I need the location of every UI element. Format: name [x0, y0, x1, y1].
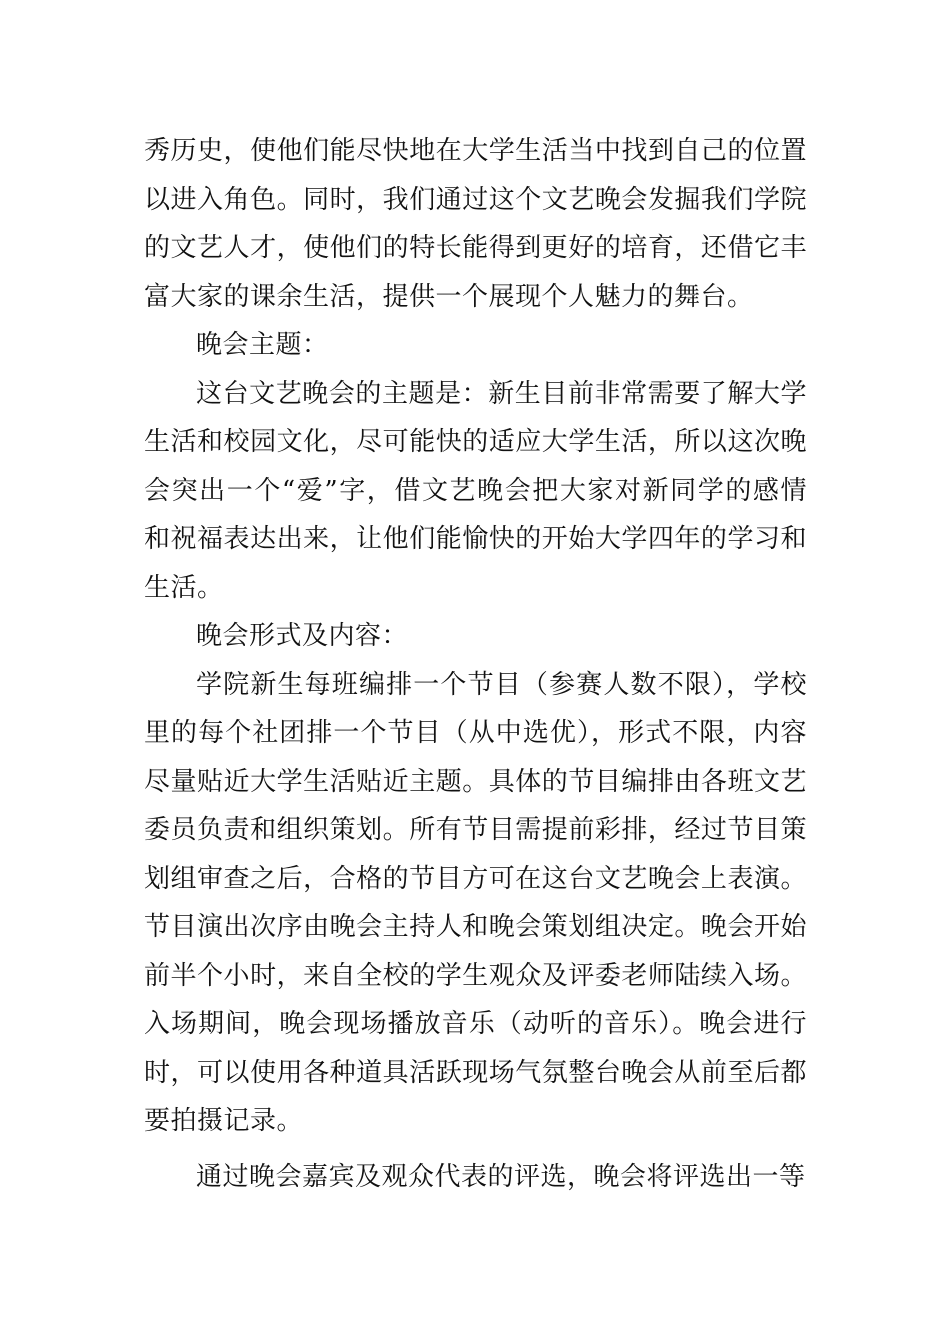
heading-theme: 晚会主题： — [196, 330, 329, 360]
paragraph-theme: 这台文艺晚会的主题是：新生目前非常需要了解大学生活和校园文化，尽可能快的适应大学生活，所以这次晚会突出一个“爱”字，借文艺晚会把大家对新同学的感情和祝福表达出来，让他们能愉快的开始大学四年的学习和生活。 — [144, 378, 807, 603]
paragraph-purpose-continued: 秀历史，使他们能尽快地在大学生活当中找到自己的位置以进入角色。同时，我们通过这个文艺晚会发掘我们学院的文艺人才，使他们的特长能得到更好的培育，还借它丰富大家的课余生活，提供一个展现个人魅力的舞台。 — [144, 136, 807, 312]
paragraph-awards: 通过晚会嘉宾及观众代表的评选，晚会将评选出一等 — [196, 1161, 806, 1192]
paragraph-format-content: 学院新生每班编排一个节目（参赛人数不限），学校里的每个社团排一个节目（从中选优），形式不限，内容尽量贴近大学生活贴近主题。具体的节目编排由各班文艺委员负责和组织策划。所有节目需提前彩排，经过节目策划组审查之后，合格的节目方可在这台文艺晚会上表演。节目演出次序由晚会主持人和晚会策划组决定。晚会开始前半个小时，来自全校的学生观众及评委老师陆续入场。入场期间，晚会现场播放音乐（动听的音乐）。晚会进行时，可以使用各种道具活跃现场气氛整台晚会从前至后都要拍摄记录。 — [144, 669, 807, 1136]
heading-format-content: 晚会形式及内容： — [196, 621, 409, 651]
document-body — [144, 127, 807, 1201]
